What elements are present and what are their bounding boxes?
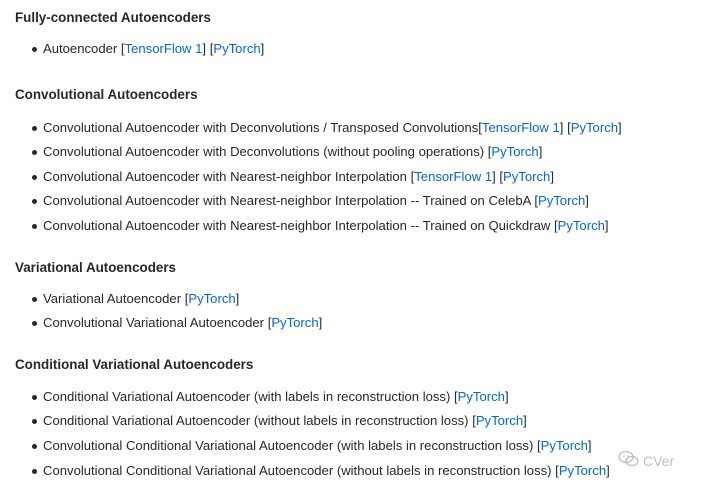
pytorch-link[interactable]: PyTorch — [540, 437, 588, 453]
watermark — [618, 450, 674, 471]
pytorch-link[interactable]: PyTorch — [557, 217, 605, 233]
bullet-icon — [32, 321, 37, 326]
item-text: Convolutional Autoencoder with Deconvolutions (without pooling operations) — [43, 144, 488, 160]
wechat-logo-icon — [618, 450, 643, 471]
section-convolutional — [15, 85, 713, 239]
list-item: Variational Autoencoder [PyTorch] — [15, 287, 713, 312]
section-title: Conditional Variational Autoencoders — [15, 356, 254, 372]
bullet-icon — [32, 469, 37, 474]
section-variational — [15, 258, 713, 336]
bullet-icon — [32, 395, 37, 400]
list-item: Autoencoder [TensorFlow 1] [PyTorch] — [15, 37, 713, 62]
list-item: Conditional Variational Autoencoder (without labels in reconstruction loss) [PyTorch] — [15, 409, 713, 434]
section-title: Fully-connected Autoencoders — [15, 10, 211, 25]
bullet-icon — [32, 199, 37, 204]
pytorch-link[interactable]: PyTorch — [188, 290, 236, 306]
item-text: Variational Autoencoder — [43, 290, 185, 306]
tensorflow-1-link[interactable]: TensorFlow 1 — [124, 41, 203, 56]
tensorflow-1-link[interactable]: TensorFlow 1 — [481, 119, 560, 135]
bullet-icon — [32, 175, 37, 180]
list-item: Convolutional Autoencoder with Nearest-neighbor Interpolation -- Trained on Quickdraw [PyTorch] — [15, 214, 713, 239]
item-text: Convolutional Variational Autoencoder — [43, 315, 268, 331]
list-item: Convolutional Autoencoder with Deconvolutions (without pooling operations) [PyTorch] — [15, 140, 713, 165]
pytorch-link[interactable]: PyTorch — [271, 315, 319, 331]
bullet-icon — [32, 47, 37, 52]
list-item: Convolutional Autoencoder with Deconvolutions / Transposed Convolutions[TensorFlow 1] [PyTorch] — [15, 116, 713, 141]
pytorch-link[interactable]: PyTorch — [475, 413, 524, 429]
pytorch-link[interactable]: PyTorch — [491, 144, 539, 160]
watermark-text: CVer — [643, 452, 675, 469]
pytorch-link[interactable]: PyTorch — [558, 462, 607, 478]
item-text: Convolutional Autoencoder with Nearest-neighbor Interpolation -- Trained on Quickdraw — [43, 217, 554, 233]
section-title: Convolutional Autoencoders — [15, 86, 198, 102]
bullet-icon — [32, 150, 37, 155]
tensorflow-1-link[interactable]: TensorFlow 1 — [414, 168, 493, 184]
item-text: Autoencoder — [43, 41, 121, 56]
item-list — [15, 116, 713, 239]
list-item: Convolutional Conditional Variational Autoencoder (with labels in reconstruction loss) [PyTorch] — [15, 434, 713, 459]
list-item: Conditional Variational Autoencoder (with labels in reconstruction loss) [PyTorch] — [15, 385, 713, 410]
document-content — [15, 8, 713, 483]
bullet-icon — [32, 297, 37, 302]
pytorch-link[interactable]: PyTorch — [537, 193, 586, 209]
item-text: Conditional Variational Autoencoder (with labels in reconstruction loss) — [43, 388, 454, 404]
item-list — [15, 385, 713, 483]
list-item: Convolutional Autoencoder with Nearest-neighbor Interpolation -- Trained on CelebA [PyTorch] — [15, 189, 713, 214]
item-text: Convolutional Conditional Variational Autoencoder (without labels in reconstruction loss) — [43, 462, 556, 478]
list-item: Convolutional Conditional Variational Autoencoder (without labels in reconstruction loss) [PyTorch] — [15, 459, 713, 484]
bullet-icon — [32, 224, 37, 229]
bullet-icon — [32, 444, 37, 449]
pytorch-link[interactable]: PyTorch — [457, 388, 505, 404]
item-list — [15, 287, 713, 336]
bullet-icon — [32, 126, 37, 131]
item-text: Convolutional Conditional Variational Autoencoder (with labels in reconstruction loss) — [43, 437, 537, 453]
item-list — [15, 37, 713, 62]
list-item: Convolutional Autoencoder with Nearest-neighbor Interpolation [TensorFlow 1] [PyTorch] — [15, 165, 713, 190]
item-text: Convolutional Autoencoder with Nearest-neighbor Interpolation -- Trained on CelebA — [43, 193, 535, 209]
pytorch-link[interactable]: PyTorch — [503, 168, 551, 184]
section-conditional-variational — [15, 355, 713, 483]
item-text: Convolutional Autoencoder with Nearest-neighbor Interpolation — [43, 168, 411, 184]
list-item: Convolutional Variational Autoencoder [PyTorch] — [15, 311, 713, 336]
section-title: Variational Autoencoders — [15, 259, 176, 275]
pytorch-link[interactable]: PyTorch — [570, 119, 619, 135]
section-fully-connected — [15, 8, 713, 62]
pytorch-link[interactable]: PyTorch — [213, 41, 261, 56]
item-text: Convolutional Autoencoder with Deconvolutions / Transposed Convolutions — [43, 119, 479, 135]
bullet-icon — [32, 419, 37, 424]
item-text: Conditional Variational Autoencoder (without labels in reconstruction loss) — [43, 413, 473, 429]
